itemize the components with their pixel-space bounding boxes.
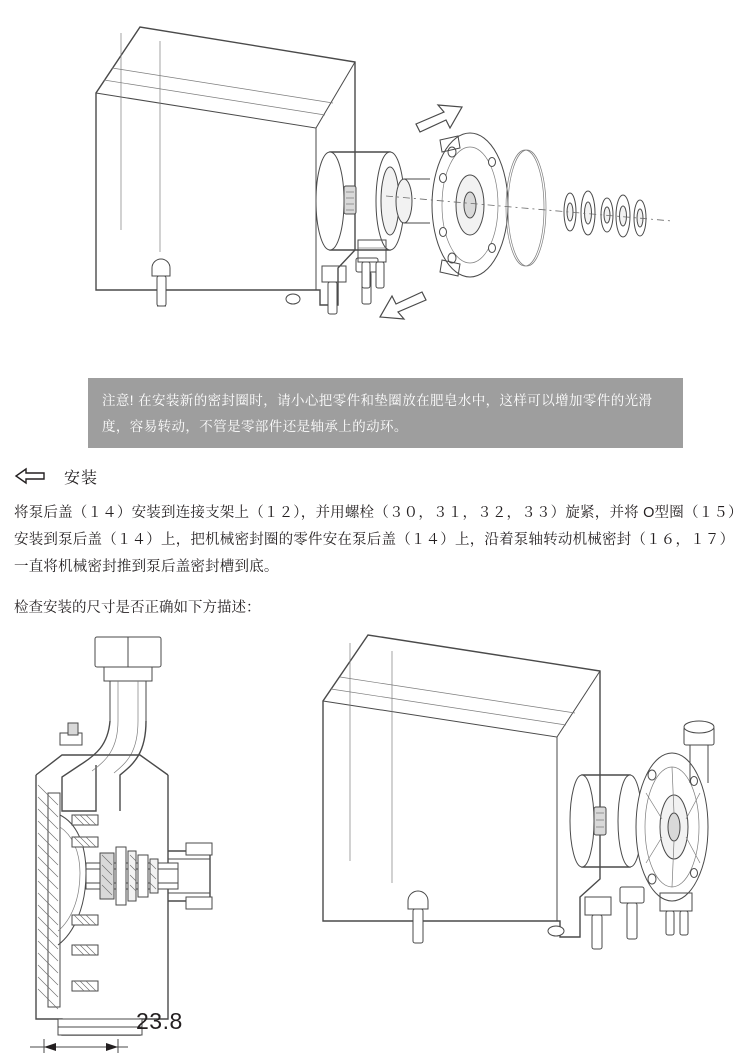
cross-section-diagram xyxy=(30,637,212,1053)
bottom-figures xyxy=(0,615,750,1057)
dimension-label: 23.8 xyxy=(136,1008,183,1034)
paragraph-install xyxy=(14,500,740,581)
paragraph-check-text: 检查安装的尺寸是否正确如下方描述： xyxy=(14,599,261,616)
exploded-assembly-diagram xyxy=(0,0,750,360)
arrow-left-icon xyxy=(14,467,48,485)
notice-banner xyxy=(88,378,683,448)
notice-text: 注意! 在安装新的密封圈时，请小心把零件和垫圈放在肥皂水中，这样可以增加零件的光滑度，容易转动，不管是零部件还是轴承上的动环。 xyxy=(102,393,653,434)
section-title: 安装 xyxy=(64,469,99,487)
pump-assembly-diagram xyxy=(323,635,714,949)
paragraph-install-text: 将泵后盖（１４）安装到连接支架上（１２），并用螺栓（３０，３１，３２，３３）旋紧，并将 O型圈（１５）安装到泵后盖（１４）上，把机械密封圈的零件安在泵后盖（１４）上，沿着泵轴转动机械密封（１６，１７）一直将机械密封推到泵后盖密封槽到底。 xyxy=(14,505,736,575)
section-heading xyxy=(14,462,414,490)
